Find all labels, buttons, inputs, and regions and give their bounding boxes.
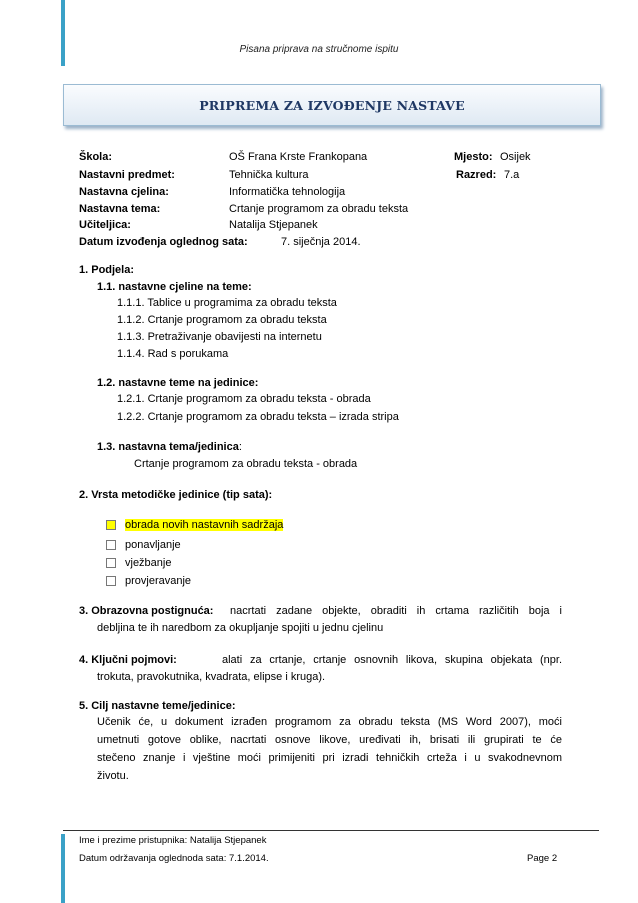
subsection-1-2-title: 1.2. nastavne teme na jedinice: (97, 377, 259, 389)
option-label: provjeravanje (125, 575, 192, 587)
mjesto-label: Mjesto: (454, 151, 493, 163)
datum-label: Datum izvođenja oglednog sata: (79, 236, 248, 248)
tema-label: Nastavna tema: (79, 203, 161, 215)
footer-author: Ime i prezime pristupnika: Natalija Stjepanek (79, 835, 267, 846)
section-4-line-1: alati za crtanje, crtanje osnovnih likova, skupina objekata (npr. (222, 654, 562, 666)
uciteljica-value: Natalija Stjepanek (229, 219, 318, 231)
list-item: 1.1.1. Tablice u programima za obradu teksta (117, 297, 337, 309)
checkbox-icon (106, 540, 116, 550)
option-ponavljanje (106, 539, 181, 551)
section-5-line-1: Učenik će, u dokument izrađen programom za obradu teksta (MS Word 2007), moći (97, 716, 562, 728)
checkbox-icon (106, 558, 116, 568)
title-box (63, 84, 601, 126)
option-label: vježbanje (125, 557, 172, 569)
cjelina-label: Nastavna cjelina: (79, 186, 169, 198)
section-3-line-1: nacrtati zadane objekte, obraditi ih crtama različitih boja i (230, 605, 562, 617)
section-4-title: 4. Ključni pojmovi: (79, 654, 177, 666)
section-3-title: 3. Obrazovna postignuća: (79, 605, 214, 617)
list-item: 1.2.1. Crtanje programom za obradu teksta - obrada (117, 393, 371, 405)
subsection-1-1-title: 1.1. nastavne cjeline na teme: (97, 281, 252, 293)
option-label: ponavljanje (125, 539, 181, 551)
section-5-line-4: životu. (97, 770, 129, 782)
tema-value: Crtanje programom za obradu teksta (229, 203, 409, 215)
subsection-1-3-colon: : (238, 441, 242, 453)
checkbox-icon (106, 576, 116, 586)
section-5-line-2: umetnuti gotove oblike, nacrtati osnove likove, uređivati ih, brisati ili grupirati te će (97, 734, 562, 746)
option-label: obrada novih nastavnih sadržaja (125, 519, 284, 531)
subsection-1-3-title: 1.3. nastavna tema/jedinica (97, 441, 239, 453)
bottom-accent-line (61, 834, 65, 903)
document-title: PRIPREMA ZA IZVOĐENJE NASTAVE (199, 97, 465, 113)
uciteljica-label: Učiteljica: (79, 219, 131, 231)
predmet-value: Tehnička kultura (229, 169, 309, 181)
section-4-line-2: trokuta, pravokutnika, kvadrata, elipse i kruga). (97, 671, 326, 683)
section-5-title: 5. Cilj nastavne teme/jedinice: (79, 700, 236, 712)
footer-date: Datum održavanja oglednoda sata: 7.1.2014. (79, 853, 269, 864)
list-item: 1.1.4. Rad s porukama (117, 348, 229, 360)
subsection-1-3 (97, 441, 242, 453)
option-vjezbanje (106, 557, 171, 569)
option-provjeravanje (106, 575, 191, 587)
section-5-line-3: stečeno znanje i vještine moći primijeniti pri izradi tehničkih crteža i u svakodnevnom (97, 752, 562, 764)
predmet-label: Nastavni predmet: (79, 169, 175, 181)
mjesto-value: Osijek (500, 151, 531, 163)
section-1-title: 1. Podjela: (79, 264, 135, 276)
option-obrada (106, 519, 283, 531)
checkbox-icon (106, 520, 116, 530)
skola-label: Škola: (79, 151, 113, 163)
subsection-1-3-text: Crtanje programom za obradu teksta - obrada (134, 458, 358, 470)
cjelina-value: Informatička tehnologija (229, 186, 346, 198)
datum-value: 7. siječnja 2014. (281, 236, 361, 248)
razred-value: 7.a (504, 169, 520, 181)
razred-label: Razred: (456, 169, 497, 181)
list-item: 1.1.3. Pretraživanje obavijesti na internetu (117, 331, 322, 343)
footer-rule (63, 830, 599, 831)
section-3-line-2: debljina te ih naredbom za okupljanje spojiti u jednu cjelinu (97, 622, 384, 634)
page-number: Page 2 (527, 853, 558, 864)
running-header: Pisana priprava na stručnome ispitu (239, 44, 399, 55)
list-item: 1.1.2. Crtanje programom za obradu teksta (117, 314, 327, 326)
skola-value: OŠ Frana Krste Frankopana (229, 151, 368, 163)
list-item: 1.2.2. Crtanje programom za obradu teksta – izrada stripa (117, 411, 399, 423)
section-2-title: 2. Vrsta metodičke jedinice (tip sata): (79, 489, 273, 501)
top-accent-line (61, 0, 65, 66)
